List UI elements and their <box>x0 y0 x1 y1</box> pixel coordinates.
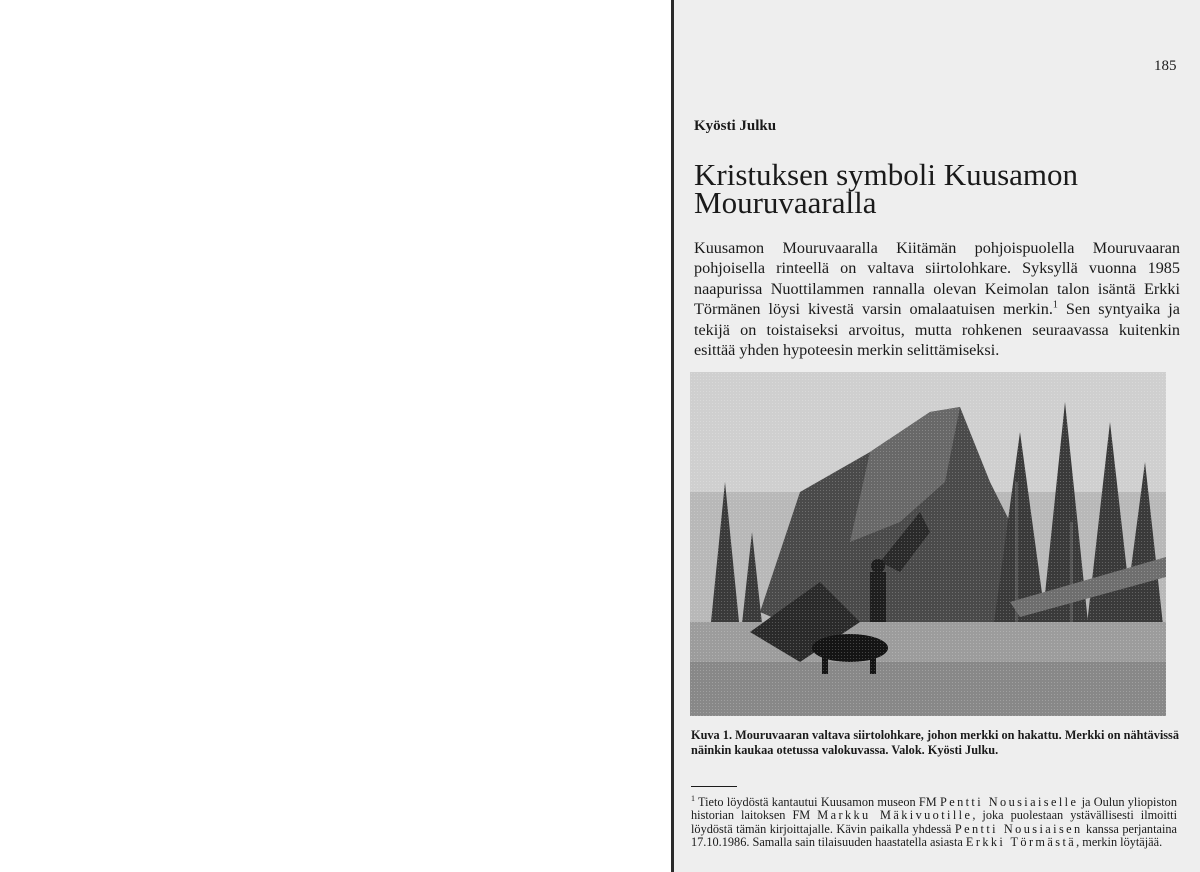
footnote-divider <box>691 786 737 787</box>
footnote-name: Pentti Nousiaiselle <box>939 795 1079 809</box>
footnote-name: Markku Mäkivuotille <box>817 808 973 823</box>
footnote-text: , merkin löytäjää. <box>1076 835 1163 850</box>
footnote <box>691 793 1177 850</box>
footnote-name: Erkki Törmästä <box>965 835 1077 850</box>
title-line-2: Mouruvaaralla <box>694 185 877 220</box>
title-line-1: Kristuksen symboli Kuusamon <box>694 157 1079 192</box>
footnote-text: ja Oulun yliopiston historian laitoksen FM <box>691 795 1177 823</box>
book-page <box>674 0 1200 872</box>
figure-caption: Kuva 1. Mouruvaaran valtava siirtolohkare, johon merkki on hakattu. Merkki on nähtävissä näinkin kaukaa otetussa valokuvassa. Valok. Kyösti Julku. <box>691 728 1179 758</box>
intro-text-1: Kuusamon Mouruvaaralla Kiitämän pohjoispuolella Mouruvaaran pohjoisella rinteellä on valtava siirtolohkare. Syksyllä vuonna 1985 naapurissa Nuottilammen rannalla olevan Keimolan talon isäntä Erkki Törmänen löysi kivestä varsin omalaatuisen merkin. <box>694 239 1180 319</box>
footnote-text: kanssa perjantaina 17.10.1986. Samalla sain tilaisuuden haastatella asiasta <box>691 821 1177 850</box>
footnote-mark: 1 <box>691 793 695 803</box>
footnote-text: , joka puolestaan ystävällisesti ilmoitti löydöstä tämän kirjoittajalle. Kävin paikalla yhdessä <box>691 808 1177 836</box>
footnote-reference[interactable]: 1 <box>1052 299 1058 311</box>
article-title <box>694 157 1154 220</box>
boulder-photo <box>690 372 1166 716</box>
footnote-text: Tieto löydöstä kantautui Kuusamon museon FM <box>695 795 940 809</box>
intro-paragraph <box>694 238 1180 360</box>
footnote-name: Pentti Nousiaisen <box>954 821 1083 836</box>
page-number: 185 <box>1154 58 1177 74</box>
intro-text-2: Sen syntyaika ja tekijä on toistaiseksi arvoitus, mutta rohkenen seuraavassa kuitenkin esittää yhden hypoteesin merkin selittämiseksi. <box>694 300 1180 360</box>
author-name: Kyösti Julku <box>694 118 777 134</box>
